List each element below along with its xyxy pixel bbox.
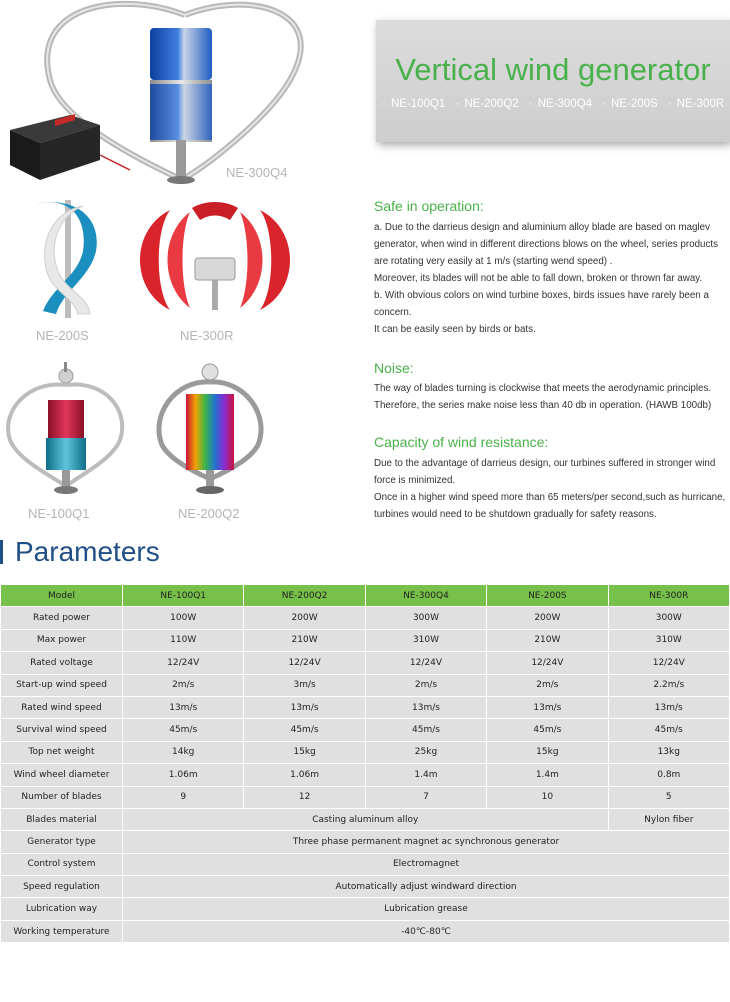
table-cell: 12/24V [366,652,486,673]
table-cell: 13m/s [366,697,486,718]
table-cell: 0.8m [609,764,729,785]
table-cell: 2m/s [487,675,607,696]
table-row [1,831,729,852]
table-cell: 45m/s [123,719,243,740]
row-label: Rated voltage [1,652,122,673]
header-cell: NE-200S [487,585,607,606]
table-cell: 300W [609,607,729,628]
table-cell: 15kg [244,742,364,763]
header-cell: NE-300Q4 [366,585,486,606]
table-row [1,809,729,830]
table-cell: Casting aluminum alloy [123,809,608,830]
title-panel [376,20,730,142]
table-row [1,652,729,673]
table-cell: 2m/s [123,675,243,696]
noise-text: The way of blades turning is clockwise that meets the aerodynamic principles. Therefore, the series make noise less than 40 db in operation. (HAWB 100db) [374,383,712,411]
table-row [1,697,729,718]
ne300r-product-image [130,200,300,320]
table-cell: 13m/s [609,697,729,718]
table-row [1,607,729,628]
table-cell: 2m/s [366,675,486,696]
model-item: · NE-300Q4 [528,98,593,110]
table-cell: 310W [366,630,486,651]
table-cell: 210W [244,630,364,651]
table-cell: -40℃-80℃ [123,921,729,942]
table-cell: 210W [487,630,607,651]
table-cell: 1.06m [123,764,243,785]
row-label: Rated power [1,607,122,628]
table-row [1,921,729,942]
table-row [1,675,729,696]
header-cell: NE-100Q1 [123,585,243,606]
table-cell: 14kg [123,742,243,763]
table-row [1,876,729,897]
table-cell: Lubrication grease [123,898,729,919]
row-label: Survival wind speed [1,719,122,740]
table-cell: 13m/s [123,697,243,718]
table-cell: 300W [366,607,486,628]
table-cell: 7 [366,787,486,808]
row-label: Number of blades [1,787,122,808]
table-cell: 110W [123,630,243,651]
table-cell: 12 [244,787,364,808]
ne300q4-product-image [0,0,320,190]
row-label: Rated wind speed [1,697,122,718]
table-cell: 13m/s [487,697,607,718]
table-cell: 100W [123,607,243,628]
row-label: Blades material [1,809,122,830]
table-cell: 13kg [609,742,729,763]
table-row [1,787,729,808]
row-label: Start-up wind speed [1,675,122,696]
table-cell: 45m/s [609,719,729,740]
table-cell: 45m/s [487,719,607,740]
ne300r-label: NE-300R [180,328,234,343]
table-row [1,898,729,919]
row-label: Top net weight [1,742,122,763]
table-cell: 200W [244,607,364,628]
table-cell: 10 [487,787,607,808]
table-row [1,764,729,785]
noise-heading: Noise: [374,360,414,376]
table-row [1,742,729,763]
resistance-text: Due to the advantage of darrieus design, our turbines suffered in stronger wind force is minimized. Once in a higher wind speed more than 65 meters/per second,such as hurricane, turbines would need to be shutdown gradually for safety reasons. [374,458,726,520]
table-cell: 5 [609,787,729,808]
model-item: · NE-100Q1 [381,98,446,110]
table-cell: 9 [123,787,243,808]
resistance-heading: Capacity of wind resistance: [374,434,549,450]
table-cell: 12/24V [123,652,243,673]
table-cell: 3m/s [244,675,364,696]
table-cell: 12/24V [609,652,729,673]
row-label: Max power [1,630,122,651]
parameters-title: Parameters [15,536,160,567]
row-label: Speed regulation [1,876,122,897]
table-cell: 310W [609,630,729,651]
parameters-table [0,584,730,943]
model-item: · NE-200S [602,98,658,110]
safe-heading: Safe in operation: [374,198,484,214]
table-cell: 13m/s [244,697,364,718]
model-item: · NE-200Q2 [455,98,519,110]
ne100q1-product-image [0,360,130,500]
header-cell: NE-200Q2 [244,585,364,606]
row-label: Lubrication way [1,898,122,919]
table-cell: Automatically adjust windward direction [123,876,729,897]
table-cell: 15kg [487,742,607,763]
table-cell: 2.2m/s [609,675,729,696]
model-item: · NE-300R [667,98,725,110]
table-header-row [1,585,729,606]
heading-bar [0,540,3,564]
page-title: Vertical wind generator [395,52,711,87]
models-list [376,98,730,110]
parameters-heading [0,536,160,568]
row-label: Working temperature [1,921,122,942]
table-cell: 25kg [366,742,486,763]
header-cell: NE-300R [609,585,729,606]
table-cell: 1.06m [244,764,364,785]
safe-text: a. Due to the darrieus design and aluminium alloy blade are based on maglev generator, when wind in different directions blows on the wheel, series products are rotating very easily at 1 m/s (starting wend speed) . Moreover, its blades will not be able to fall down, broken or thrown far away. b. With obvious colors on wind turbine boxes, birds issues have rarely been a concern. It can be easily seen by birds or bats. [374,222,718,335]
ne200q2-product-image [150,360,270,500]
ne200s-label: NE-200S [36,328,89,343]
table-cell: Electromagnet [123,854,729,875]
table-cell: Three phase permanent magnet ac synchronous generator [123,831,729,852]
row-label: Generator type [1,831,122,852]
header-cell-model: Model [1,585,122,606]
table-row [1,854,729,875]
row-label: Wind wheel diameter [1,764,122,785]
ne200s-product-image [28,196,108,324]
table-cell: 1.4m [366,764,486,785]
ne200q2-label: NE-200Q2 [178,506,240,521]
ne100q1-label: NE-100Q1 [28,506,90,521]
row-label: Control system [1,854,122,875]
table-cell: 200W [487,607,607,628]
table-cell: Nylon fiber [609,809,729,830]
table-cell: 45m/s [244,719,364,740]
table-cell: 1.4m [487,764,607,785]
table-cell: 45m/s [366,719,486,740]
table-cell: 12/24V [487,652,607,673]
table-row [1,719,729,740]
ne300q4-label: NE-300Q4 [226,165,288,180]
table-cell: 12/24V [244,652,364,673]
table-row [1,630,729,651]
